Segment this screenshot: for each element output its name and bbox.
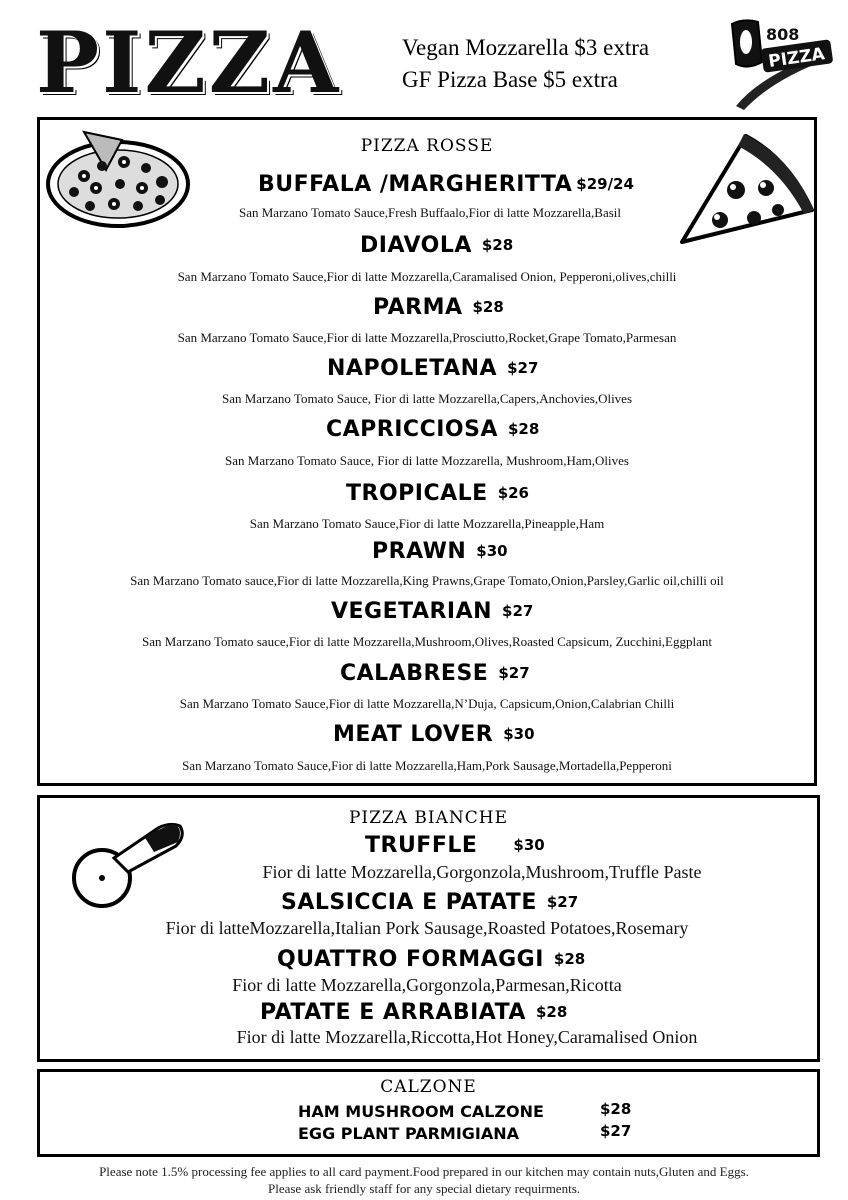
item-price: $28 xyxy=(535,1003,568,1021)
item-price: $29/24 xyxy=(576,175,634,193)
extras-note xyxy=(402,32,702,96)
menu-item-vegetarian xyxy=(331,599,533,624)
item-description: Fior di latte Mozzarella,Gorgonzola,Mushroom,Truffle Paste xyxy=(262,862,702,882)
menu-item-tropicale xyxy=(346,481,529,506)
item-name: QUATTRO FORMAGGI xyxy=(277,947,544,972)
item-price: $27 xyxy=(546,893,579,911)
menu-item-napoletana xyxy=(327,356,538,381)
logo-number: 808 xyxy=(766,25,800,44)
menu-item-egg-plant-parmigiana xyxy=(298,1122,632,1143)
item-name: HAM MUSHROOM CALZONE xyxy=(298,1102,544,1121)
menu-item-salsiccia xyxy=(281,890,578,915)
item-description: San Marzano Tomato sauce,Fior di latte Mozzarella,Mushroom,Olives,Roasted Capsicum, Zucchini,Eggplant xyxy=(142,634,712,649)
item-price: $28 xyxy=(553,950,586,968)
menu-item-patate-arrabiata xyxy=(260,1000,567,1025)
item-description: San Marzano Tomato Sauce, Fior di latte Mozzarella,Capers,Anchovies,Olives xyxy=(221,391,633,406)
menu-item-quattro-formaggi xyxy=(277,947,585,972)
item-description: San Marzano Tomato sauce,Fior di latte Mozzarella,King Prawns,Grape Tomato,Onion,Parsley,Garlic oil,chilli oil xyxy=(130,573,724,588)
item-name: PRAWN xyxy=(372,539,467,564)
menu-item-ham-mushroom-calzone xyxy=(298,1100,632,1121)
pizza-bianche-section xyxy=(37,795,820,1062)
item-name: CALABRESE xyxy=(340,661,489,686)
item-name: NAPOLETANA xyxy=(327,356,498,381)
item-description: San Marzano Tomato Sauce,Fior di latte Mozzarella,Caramalised Onion, Pepperoni,olives,chilli xyxy=(177,269,677,284)
item-name: DIAVOLA xyxy=(360,233,472,258)
item-name: PARMA xyxy=(373,295,463,320)
pizza-slice-icon xyxy=(676,128,816,246)
footer-line-2: Please ask friendly staff for any special dietary requirments. xyxy=(267,1181,580,1196)
pizza-rosse-section xyxy=(37,117,817,786)
menu-item-truffle xyxy=(365,833,545,858)
item-description: San Marzano Tomato Sauce,Fior di latte Mozzarella,Ham,Pork Sausage,Mortadella,Pepperoni xyxy=(182,758,672,773)
item-price: $28 xyxy=(600,1100,632,1118)
item-description: Fior di latte Mozzarella,Riccotta,Hot Honey,Caramalised Onion xyxy=(236,1027,698,1047)
vegan-extra-line: Vegan Mozzarella $3 extra xyxy=(402,35,650,60)
section-heading-bianche: PIZZA BIANCHE xyxy=(348,808,509,828)
item-name: MEAT LOVER xyxy=(333,722,494,747)
menu-item-prawn xyxy=(372,539,508,564)
menu-item-calabrese xyxy=(340,661,530,686)
menu-item-diavola xyxy=(360,233,513,258)
item-price: $30 xyxy=(476,542,508,560)
footer-note xyxy=(0,1163,848,1197)
item-description: Fior di latte Mozzarella,Gorgonzola,Parmesan,Ricotta xyxy=(232,975,622,995)
item-description: San Marzano Tomato Sauce,Fior di latte Mozzarella,Prosciutto,Rocket,Grape Tomato,Parmesan xyxy=(177,330,677,345)
item-description: San Marzano Tomato Sauce,Fresh Buffaalo,Fior di latte Mozzarella,Basil xyxy=(238,205,621,220)
item-price: $30 xyxy=(513,836,545,854)
menu-item-capricciosa xyxy=(326,417,539,442)
item-name: SALSICCIA E PATATE xyxy=(281,890,537,915)
menu-item-buffala xyxy=(258,172,634,197)
item-name: TRUFFLE xyxy=(365,833,478,858)
item-price: $28 xyxy=(472,298,504,316)
item-description: Fior di latteMozzarella,Italian Pork Sausage,Roasted Potatoes,Rosemary xyxy=(165,918,689,938)
item-name: VEGETARIAN xyxy=(331,599,493,624)
page-title: PIZZA xyxy=(36,13,342,112)
item-price: $30 xyxy=(503,725,535,743)
item-name: PATATE E ARRABIATA xyxy=(260,1000,526,1025)
item-price: $27 xyxy=(600,1122,632,1140)
item-description: San Marzano Tomato Sauce, Fior di latte Mozzarella, Mushroom,Ham,Olives xyxy=(225,453,629,468)
brand-logo xyxy=(722,14,834,112)
section-heading-calzone: CALZONE xyxy=(380,1077,477,1097)
item-name: EGG PLANT PARMIGIANA xyxy=(298,1124,520,1143)
gf-extra-line: GF Pizza Base $5 extra xyxy=(402,67,618,92)
menu-item-meat-lover xyxy=(333,722,535,747)
item-price: $27 xyxy=(507,359,539,377)
section-heading-rosse: PIZZA ROSSE xyxy=(360,136,494,156)
item-name: BUFFALA /MARGHERITTA xyxy=(258,172,573,197)
item-name: TROPICALE xyxy=(346,481,488,506)
item-description: San Marzano Tomato Sauce,Fior di latte Mozzarella,N’Duja, Capsicum,Onion,Calabrian Chilli xyxy=(179,696,675,711)
calzone-section xyxy=(37,1069,820,1157)
item-price: $27 xyxy=(502,602,534,620)
item-name: CAPRICCIOSA xyxy=(326,417,498,442)
svg-text:PIZZA: PIZZA xyxy=(767,44,827,72)
item-price: $28 xyxy=(481,236,514,254)
item-description: San Marzano Tomato Sauce,Fior di latte Mozzarella,Pineapple,Ham xyxy=(249,516,605,531)
footer-line-1: Please note 1.5% processing fee applies to all card payment.Food prepared in our kitchen may contain nuts,Gluten and Eggs. xyxy=(99,1164,749,1179)
menu-item-parma xyxy=(373,295,504,320)
item-price: $28 xyxy=(507,420,540,438)
item-price: $27 xyxy=(498,664,530,682)
item-price: $26 xyxy=(497,484,529,502)
